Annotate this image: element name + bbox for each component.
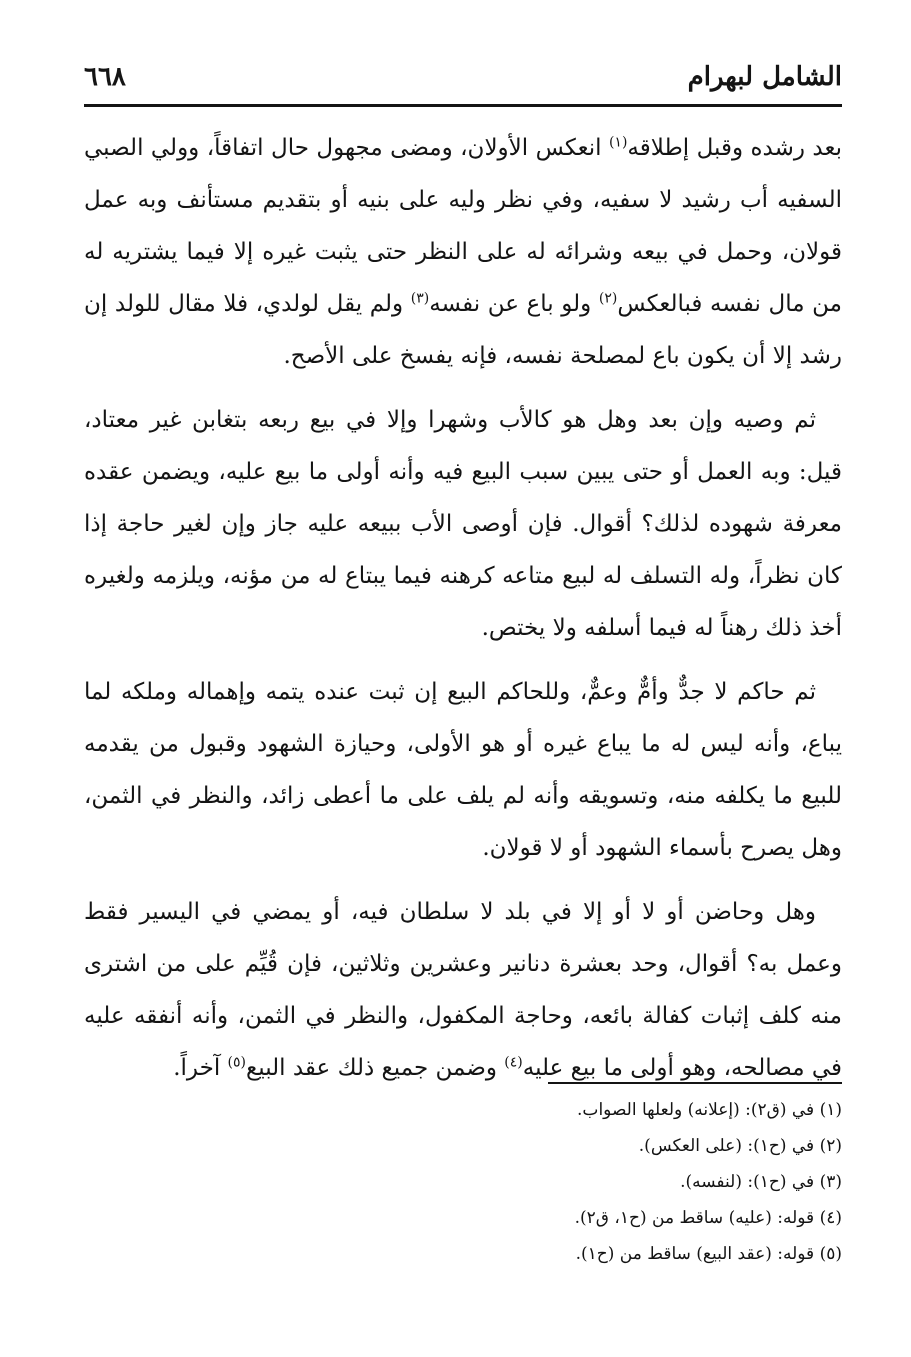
footnote-separator: [548, 1082, 842, 1084]
main-text: [84, 122, 842, 1106]
paragraph: [84, 666, 842, 874]
running-title: الشامل لبهرام: [687, 62, 842, 92]
footnote-marker: (١): [608, 134, 628, 151]
text-run: بعد رشده وقبل إطلاقه: [627, 135, 842, 161]
footnote-marker: (٣): [410, 290, 430, 307]
text-run: وضمن جميع ذلك عقد البيع: [246, 1055, 505, 1081]
footnotes: [84, 1092, 842, 1272]
page-number: ٦٦٨: [84, 62, 126, 92]
footnote: (٢) في (ح١): (على العكس).: [638, 1136, 842, 1156]
footnote-marker: (٤): [504, 1054, 523, 1071]
text-run: ولم يقل لولدي، فلا مقال للولد إن رشد إلا أن يكون باع لمصلحة نفسه، فإنه يفسخ على الأصح.: [84, 291, 842, 369]
paragraph: [84, 122, 842, 382]
paragraph: [84, 394, 842, 654]
footnote: (٤) قوله: (عليه) ساقط من (ح١، ق٢).: [574, 1208, 842, 1228]
header-rule: [84, 104, 842, 107]
footnote-marker: (٥): [227, 1054, 247, 1071]
footnote: (٥) قوله: (عقد البيع) ساقط من (ح١).: [575, 1244, 842, 1264]
footnote: (٣) في (ح١): (لنفسه).: [680, 1172, 842, 1192]
text-run: ثم حاكم لا جدٌّ وأمٌّ وعمٌّ، وللحاكم البيع إن ثبت عنده يتمه وإهماله وملكه لما يباع، وأنه ليس له ما يباع غيره أو هو الأولى، وحيازة الشهود وقبول من يقدمه للبيع ما يكلفه منه، وتسويقه وأنه لم يلف على ما أعطى زائد، والنظر في الثمن، وهل يصرح بأسماء الشهود أو لا قولان.: [84, 679, 842, 861]
footnote: (١) في (ق٢): (إعلانه) ولعلها الصواب.: [577, 1100, 842, 1120]
paragraph: [84, 886, 842, 1094]
text-run: انعكس الأولان، ومضى مجهول حال اتفاقاً، وولي الصبي السفيه أب رشيد لا سفيه، وفي نظر وليه على بنيه أو بتقديم مستأنف وبه عمل قولان، وحمل في بيعه وشرائه له على النظر حتى يثبت غيره إلا فيما يشتريه له من مال نفسه فبالعكس: [84, 135, 842, 317]
text-run: ولو باع عن نفسه: [429, 291, 599, 317]
text-run: ثم وصيه وإن بعد وهل هو كالأب وشهرا وإلا في بيع ربعه بتغابن غير معتاد، قيل: وبه العمل أو حتى يبين سبب البيع فيه وأنه أولى ما بيع عليه، ويضمن عقده معرفة شهوده لذلك؟ أقوال. فإن أوصى الأب ببيعه عليه جاز وإن لغير حاجة إذا كان نظراً، وله التسلف له لبيع متاعه كرهنه فيما يبتاع له من مؤنه، ويلزمه ولغيره أخذ ذلك رهناً له فيما أسلفه ولا يختص.: [84, 407, 842, 641]
text-run: وهل وحاضن أو لا أو إلا في بلد لا سلطان فيه، أو يمضي في اليسير فقط وعمل به؟ أقوال، وحد بعشرة دنانير وعشرين وثلاثين، فإن قُيِّم على من اشترى منه كلف إثبات كفالة بائعه، وحاجة المكفول، والنظر في الثمن، وأنه أنفقه عليه في مصالحه، وهو أولى ما بيع عليه: [84, 899, 842, 1081]
page-header: [84, 58, 842, 96]
footnote-marker: (٢): [598, 290, 618, 307]
text-run: آخراً.: [173, 1055, 228, 1081]
